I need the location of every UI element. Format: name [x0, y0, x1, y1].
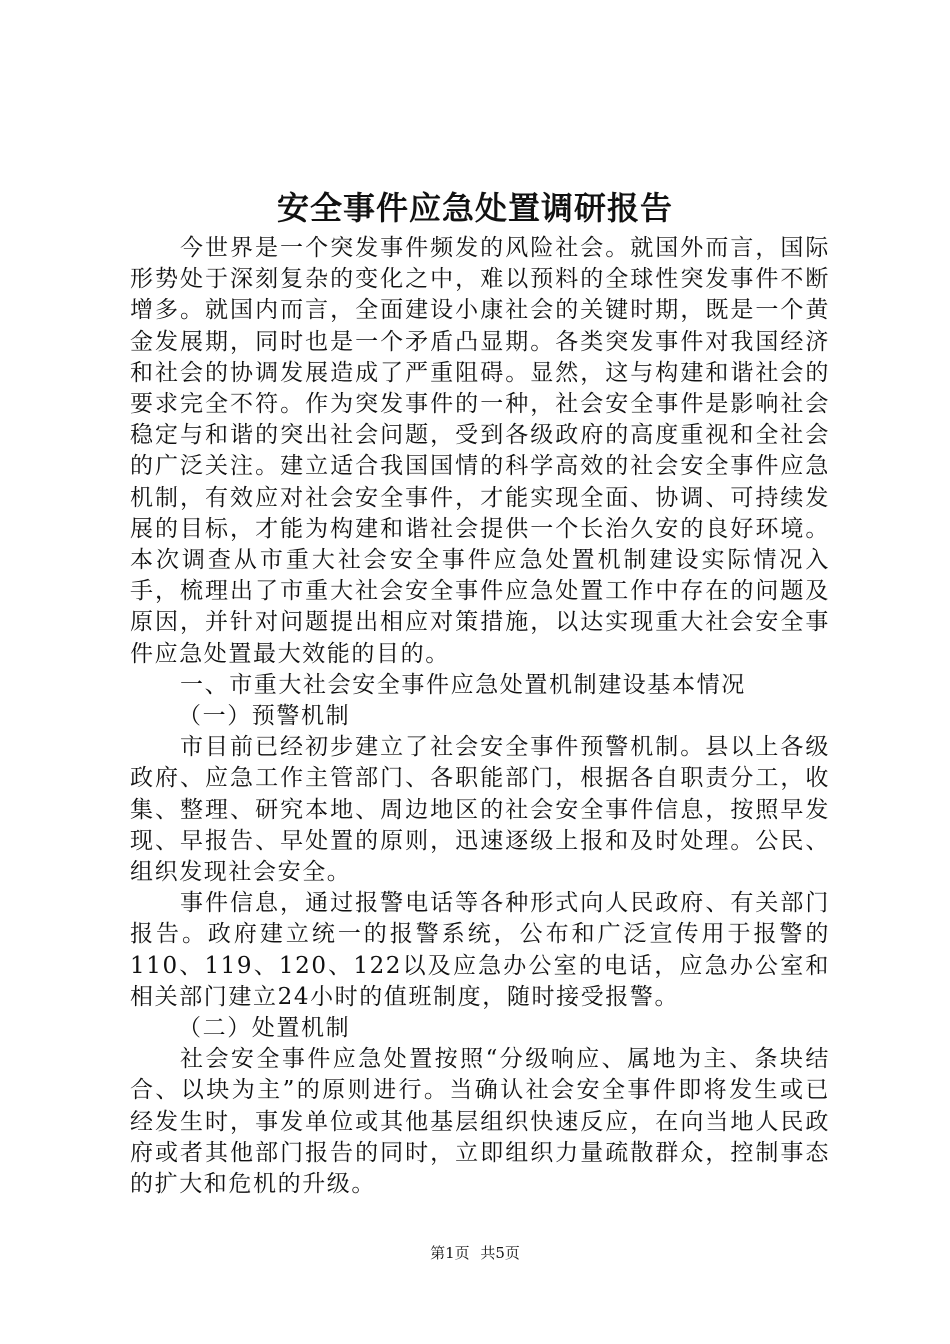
subsection-heading-warning: （一）预警机制 [178, 703, 351, 730]
document-body [130, 233, 830, 1200]
page-footer [0, 1243, 950, 1263]
disposal-paragraph: 社会安全事件应急处置按照“分级响应、属地为主、条块结合、以块为主”的原则进行。当确认社会安全事件即将发生或已经发生时，事发单位或其他基层组织快速反应，在向当地人民政府或者其他部门报告的同时，立即组织力量疏散群众，控制事态的扩大和危机的升级。 [130, 1046, 830, 1198]
subsection-heading-disposal: （二）处置机制 [178, 1015, 351, 1042]
page-total: 共5页 [480, 1244, 520, 1262]
section-heading-1: 一、市重大社会安全事件应急处置机制建设基本情况 [180, 671, 746, 698]
warning-paragraph: 市目前已经初步建立了社会安全事件预警机制。县以上各级政府、应急工作主管部门、各职能部门，根据各自职责分工，收集、整理、研究本地、周边地区的社会安全事件信息，按照早发现、早报告、早处置的原则，迅速逐级上报和及时处理。公民、组织发现社会安全。 [130, 734, 830, 886]
document-title: 安全事件应急处置调研报告 [276, 189, 673, 227]
report-paragraph: 事件信息，通过报警电话等各种形式向人民政府、有关部门报告。政府建立统一的报警系统，公布和广泛宣传用于报警的110、119、120、122以及应急办公室的电话，应急办公室和相关部门建立24小时的值班制度，随时接受报警。 [130, 890, 830, 1010]
intro-paragraph: 今世界是一个突发事件频发的风险社会。就国外而言，国际形势处于深刻复杂的变化之中，难以预料的全球性突发事件不断增多。就国内而言，全面建设小康社会的关键时期，既是一个黄金发展期，同时也是一个矛盾凸显期。各类突发事件对我国经济和社会的协调发展造成了严重阻碍。显然，这与构建和谐社会的要求完全不符。作为突发事件的一种，社会安全事件是影响社会稳定与和谐的突出社会问题，受到各级政府的高度重视和全社会的广泛关注。建立适合我国国情的科学高效的社会安全事件应急机制，有效应对社会安全事件，才能实现全面、协调、可持续发展的目标，才能为构建和谐社会提供一个长治久安的良好环境。本次调查从市重大社会安全事件应急处置机制建设实际情况入手，梳理出了市重大社会安全事件应急处置工作中存在的问题及原因，并针对问题提出相应对策措施，以达实现重大社会安全事件应急处置最大效能的目的。 [130, 235, 830, 667]
page-number: 第1页 [430, 1244, 470, 1262]
